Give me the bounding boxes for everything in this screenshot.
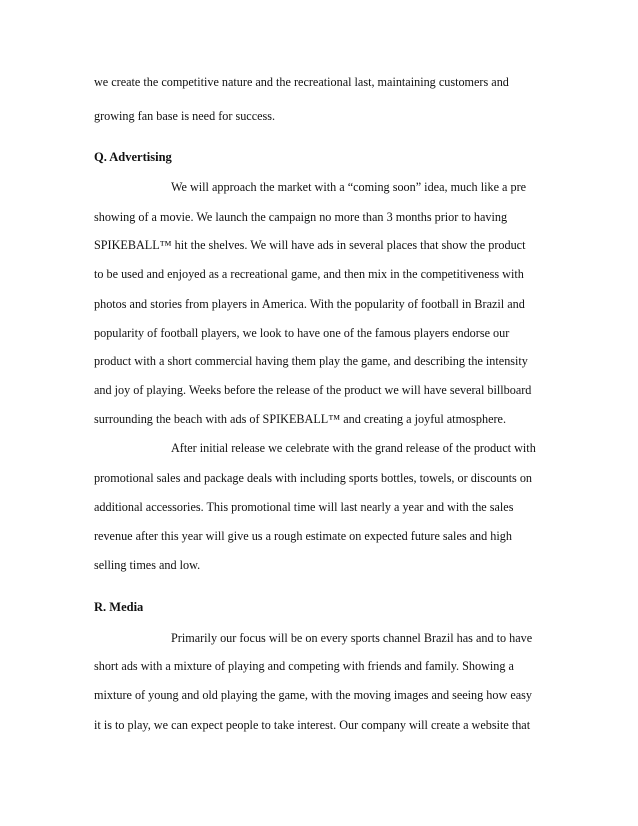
text-line: and joy of playing. Weeks before the release of the product we will have several billboard (94, 383, 532, 397)
text-line: to be used and enjoyed as a recreational game, and then mix in the competitiveness with (94, 267, 524, 281)
text-line: additional accessories. This promotional time will last nearly a year and with the sales (94, 500, 514, 514)
text-line: we create the competitive nature and the recreational last, maintaining customers and (94, 75, 509, 89)
text-line: selling times and low. (94, 558, 201, 572)
text-line: revenue after this year will give us a rough estimate on expected future sales and high (94, 529, 512, 543)
text-line: promotional sales and package deals with including sports bottles, towels, or discounts on (94, 471, 533, 485)
text-line: SPIKEBALL™ hit the shelves. We will have ads in several places that show the product (94, 238, 526, 252)
text-line: short ads with a mixture of playing and competing with friends and family. Showing a (94, 659, 514, 673)
text-line: We will approach the market with a “coming soon” idea, much like a pre (171, 180, 527, 194)
text-line: After initial release we celebrate with the grand release of the product with (171, 441, 536, 455)
text-line: showing of a movie. We launch the campaign no more than 3 months prior to having (94, 210, 508, 224)
section-heading-media: R. Media (94, 600, 144, 614)
text-line: Primarily our focus will be on every sports channel Brazil has and to have (171, 631, 533, 645)
text-line: mixture of young and old playing the game, with the moving images and seeing how easy (94, 688, 532, 702)
text-line: product with a short commercial having them play the game, and describing the intensity (94, 354, 528, 368)
text-line: popularity of football players, we look to have one of the famous players endorse our (94, 326, 510, 340)
text-line: it is to play, we can expect people to take interest. Our company will create a website that (94, 718, 531, 732)
section-heading-advertising: Q. Advertising (94, 150, 172, 164)
text-line: surrounding the beach with ads of SPIKEBALL™ and creating a joyful atmosphere. (94, 412, 507, 426)
text-line: photos and stories from players in America. With the popularity of football in Brazil and (94, 297, 525, 311)
text-line: growing fan base is need for success. (94, 109, 276, 123)
